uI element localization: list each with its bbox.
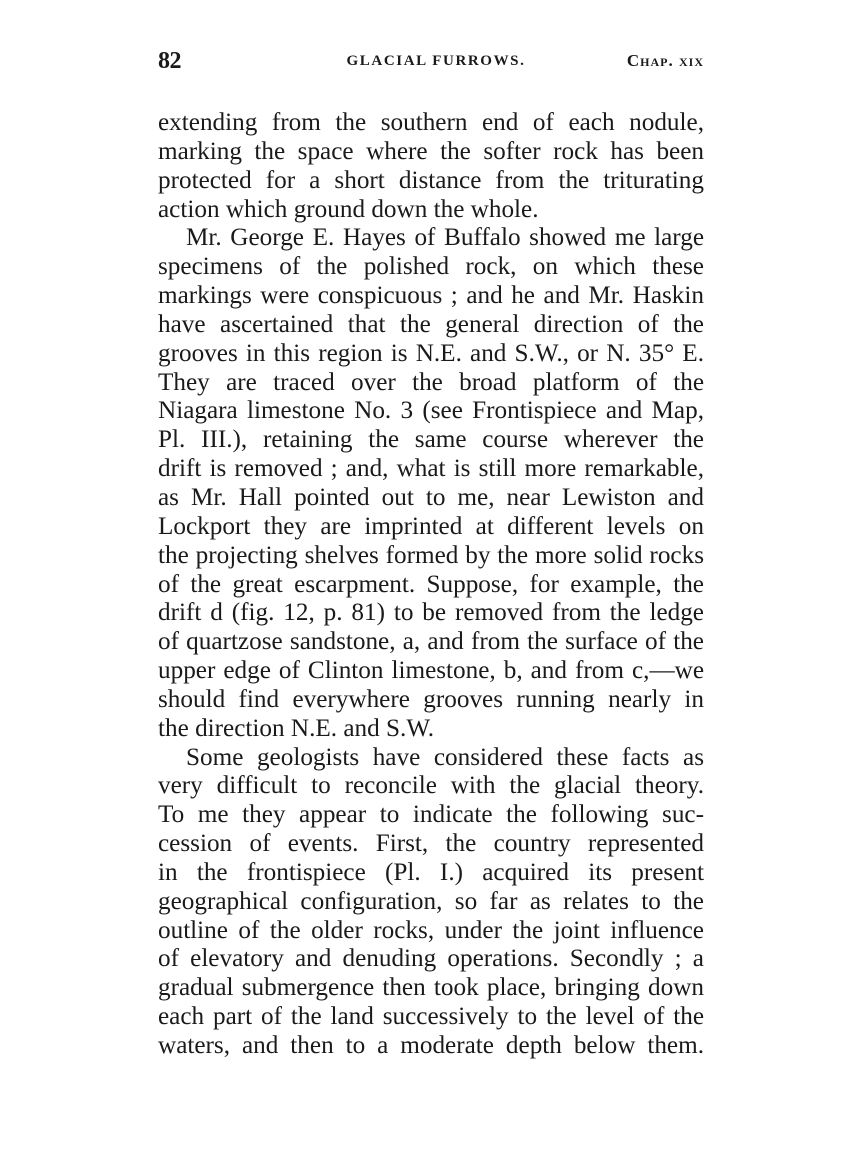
text-line: of quartzose sandstone, a, and from the surface of the [158, 628, 704, 656]
paragraph [158, 744, 704, 1061]
text-line: very difficult to reconcile with the glacial theory. [158, 772, 704, 800]
text-line: cession of events. First, the country represented [158, 830, 704, 858]
text-line: outline of the older rocks, under the joint influence [158, 916, 704, 944]
text-line: of the great escarpment. Suppose, for example, the [158, 570, 704, 598]
chapter-label: Chap. xix [626, 51, 704, 70]
text-line: extending from the southern end of each nodule, [158, 109, 704, 136]
running-head [158, 44, 704, 74]
text-line: protected for a short distance from the triturating [158, 166, 704, 194]
text-line: To me they appear to indicate the following suc- [158, 801, 704, 829]
text-line: as Mr. Hall pointed out to me, near Lewiston and [158, 483, 704, 511]
text-line: gradual submergence then took place, bringing down [158, 974, 704, 1002]
paragraph [158, 224, 704, 743]
text-line: in the frontispiece (Pl. I.) acquired its present [158, 858, 704, 886]
text-line: upper edge of Clinton limestone, b, and from c,—we [158, 657, 704, 685]
text-line: each part of the land successively to the level of the [158, 1003, 704, 1031]
text-line: Pl. III.), retaining the same course wherever the [158, 426, 704, 454]
text-line: of elevatory and denuding operations. Secondly ; a [158, 945, 704, 973]
text-line: They are traced over the broad platform of the [158, 368, 704, 396]
text-line: Niagara limestone No. 3 (see Frontispiece and Map, [158, 397, 704, 425]
text-line: drift is removed ; and, what is still more remarkable, [158, 455, 704, 483]
text-line: have ascertained that the general direction of the [158, 310, 704, 338]
running-title: GLACIAL FURROWS. [346, 53, 526, 69]
page-number: 82 [158, 48, 181, 74]
text-line: waters, and then to a moderate depth below them. [158, 1032, 704, 1059]
text-line: action which ground down the whole. [158, 195, 539, 223]
text-line: drift d (fig. 12, p. 81) to be removed from the ledge [158, 599, 704, 627]
text-line: the direction N.E. and S.W. [158, 714, 435, 742]
text-line: marking the space where the softer rock has been [158, 137, 704, 165]
text-line: Lockport they are imprinted at different levels on [158, 512, 704, 540]
text-line: Some geologists have considered these facts as [186, 743, 704, 771]
text-line: geographical configuration, so far as relates to the [158, 887, 704, 915]
text-line: the projecting shelves formed by the more solid rocks [158, 541, 704, 569]
text-line: Mr. George E. Hayes of Buffalo showed me large [186, 224, 704, 252]
text-line: should find everywhere grooves running nearly in [158, 685, 704, 713]
text-line: grooves in this region is N.E. and S.W., or N. 35° E. [158, 339, 704, 367]
paragraph [158, 109, 704, 224]
text-line: markings were conspicuous ; and he and Mr. Haskin [158, 282, 704, 310]
text-line: specimens of the polished rock, on which these [158, 253, 704, 281]
body-text [158, 109, 704, 1061]
